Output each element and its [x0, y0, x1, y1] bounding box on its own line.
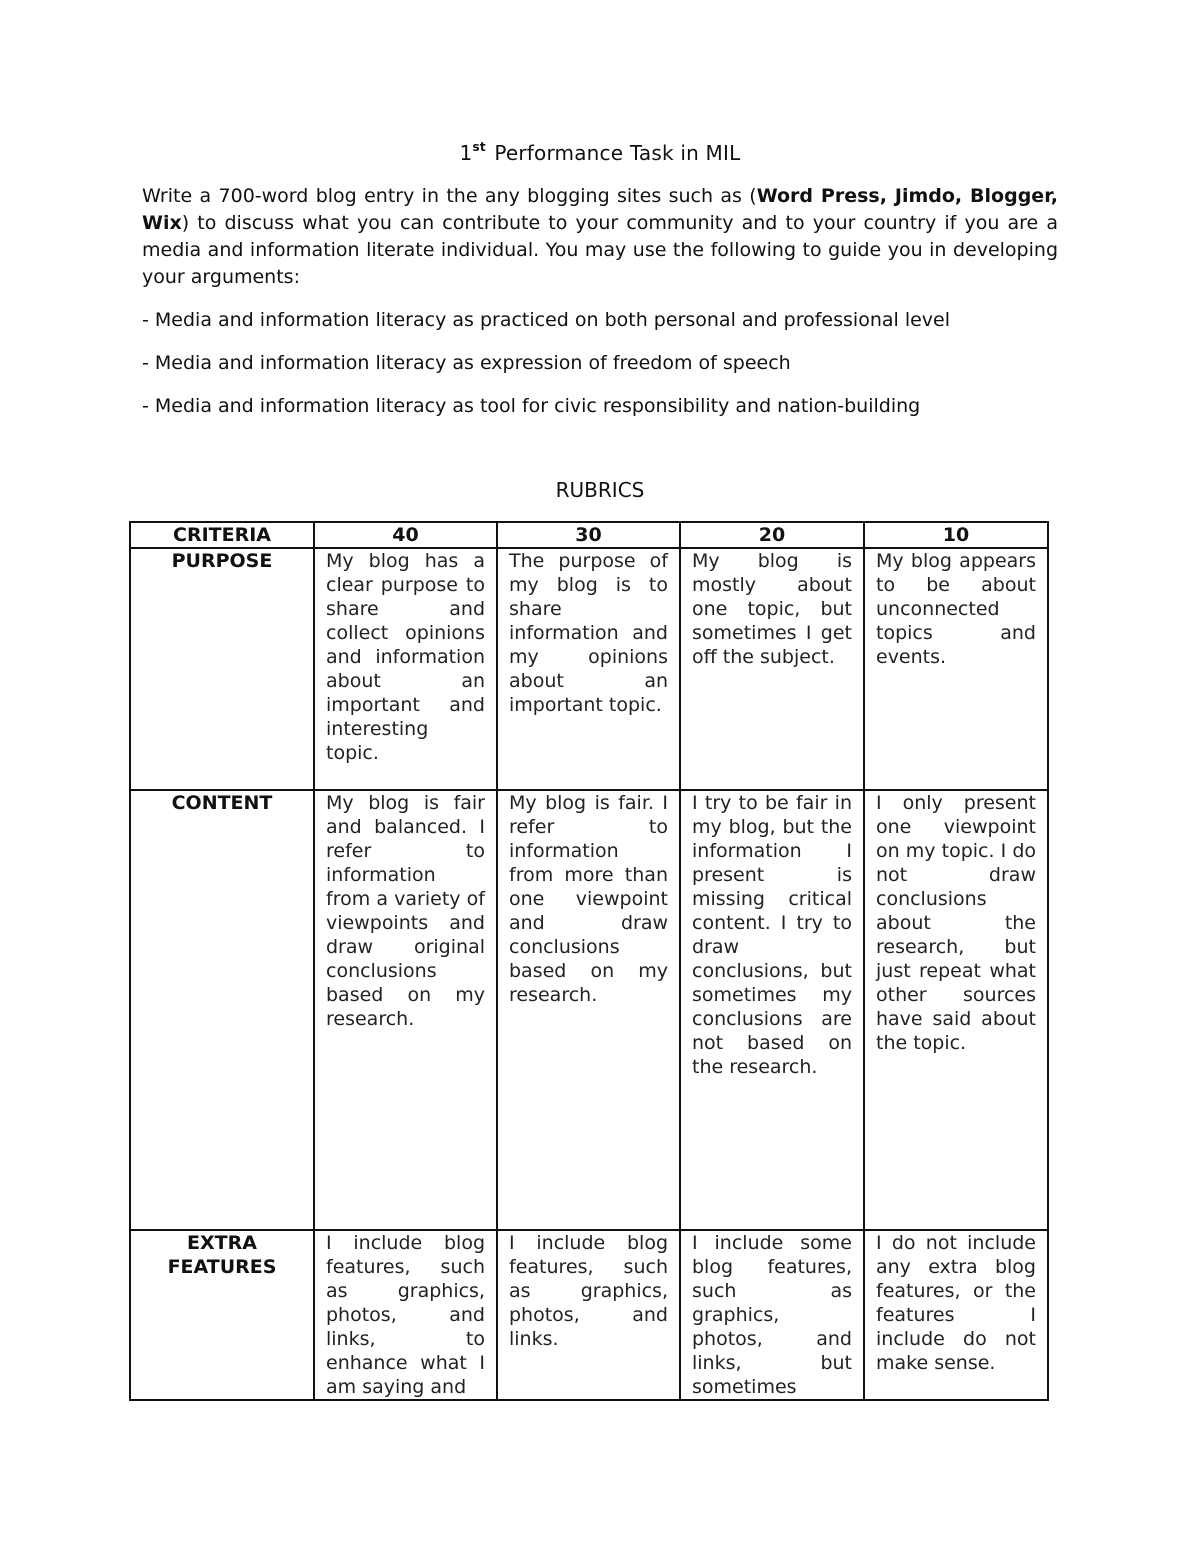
table-header-row: [130, 522, 1048, 548]
column-header-40: 40: [314, 522, 497, 548]
intro-paragraph: [142, 183, 1058, 291]
rubrics-heading: RUBRICS: [555, 478, 645, 502]
rubric-cell: I include blog features, such as graphics, photos, and links, to enhance what I am saying and: [314, 1230, 497, 1400]
rubric-cell: I do not include any extra blog features, or the features I include do not make sense.: [864, 1230, 1048, 1400]
rubric-cell: My blog appears to be about unconnected topics and events.: [864, 548, 1048, 790]
rubric-cell: My blog is fair. I refer to information from more than one viewpoint and draw conclusions based on my research.: [497, 790, 680, 1230]
intro-text-part2: ) to discuss what you can contribute to your community and to your country if you are a media and information literate individual. You may use the following to guide you in developing your arguments:: [142, 212, 1058, 288]
guide-item: - Media and information literacy as expression of freedom of speech: [142, 352, 791, 374]
rubric-table: [129, 521, 1049, 1401]
table-row: [130, 1230, 1048, 1400]
rubric-cell: I only present one viewpoint on my topic. I do not draw conclusions about the research, but just repeat what other sources have said about the topic.: [864, 790, 1048, 1230]
criteria-purpose: PURPOSE: [130, 548, 314, 790]
intro-text-part1: Write a 700-word blog entry in the any blogging sites such as (: [142, 185, 757, 207]
table-row: [130, 548, 1048, 790]
criteria-extra-features: EXTRA FEATURES: [130, 1230, 314, 1400]
rubric-cell: The purpose of my blog is to share information and my opinions about an important topic.: [497, 548, 680, 790]
column-header-criteria: CRITERIA: [130, 522, 314, 548]
rubric-cell: I include blog features, such as graphics, photos, and links.: [497, 1230, 680, 1400]
rubric-cell: My blog is fair and balanced. I refer to information from a variety of viewpoints and draw original conclusions based on my research.: [314, 790, 497, 1230]
blog-sites-list: Word Press, Jimdo, Blogger, Wix: [142, 185, 1058, 234]
title-text: Performance Task in MIL: [487, 141, 741, 165]
page-title: [0, 140, 1200, 165]
rubric-cell: My blog has a clear purpose to share and collect opinions and information about an important and interesting topic.: [314, 548, 497, 790]
rubric-cell: My blog is mostly about one topic, but sometimes I get off the subject.: [680, 548, 864, 790]
title-number: 1: [459, 141, 473, 165]
rubric-cell: I try to be fair in my blog, but the information I present is missing critical content. I try to draw conclusions, but sometimes my conclusions are not based on the research.: [680, 790, 864, 1230]
table-row: [130, 790, 1048, 1230]
column-header-20: 20: [680, 522, 864, 548]
title-superscript: st: [472, 140, 486, 154]
column-header-10: 10: [864, 522, 1048, 548]
guide-item: - Media and information literacy as tool for civic responsibility and nation-building: [142, 395, 921, 417]
rubric-cell: I include some blog features, such as graphics, photos, and links, but sometimes: [680, 1230, 864, 1400]
criteria-content: CONTENT: [130, 790, 314, 1230]
column-header-30: 30: [497, 522, 680, 548]
guide-item: - Media and information literacy as practiced on both personal and professional level: [142, 309, 951, 331]
